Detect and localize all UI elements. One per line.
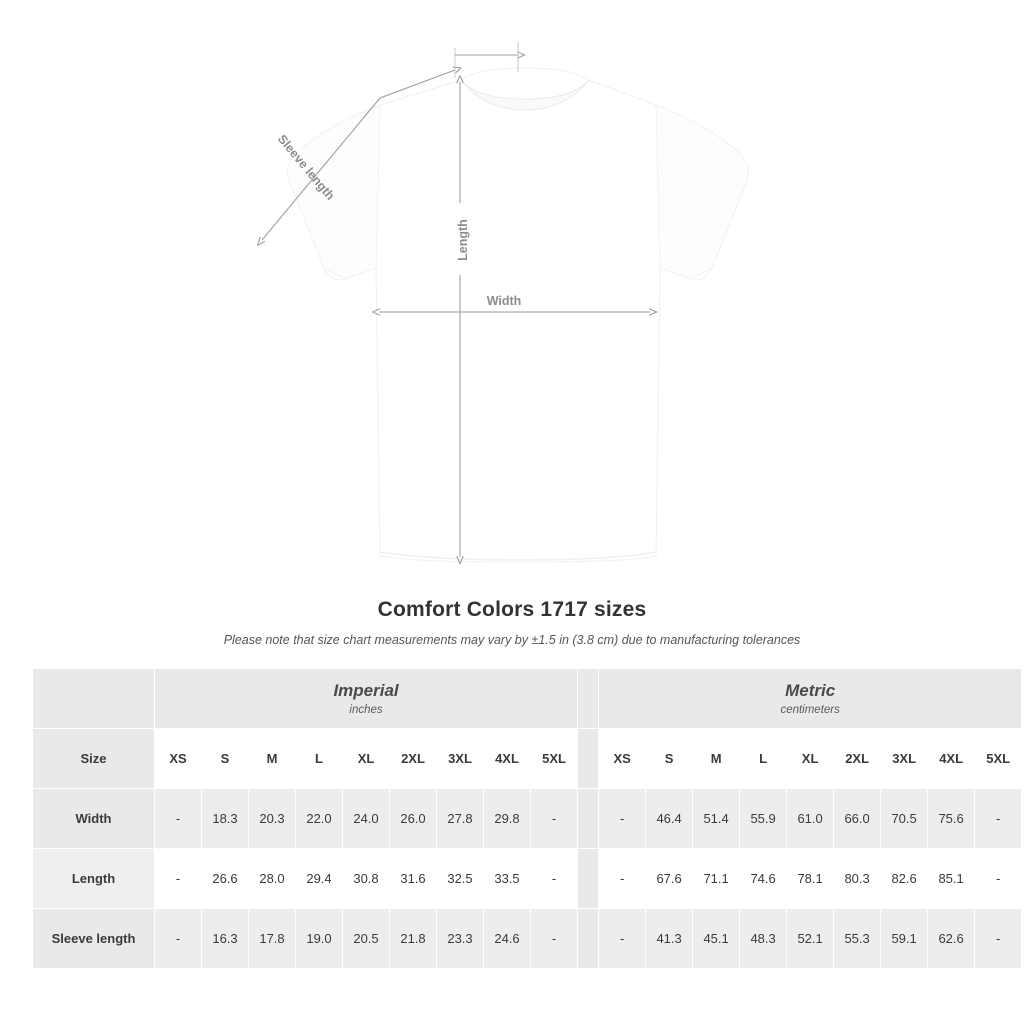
table-row bbox=[33, 849, 1022, 909]
size-header-metric-xl: XL bbox=[787, 729, 834, 789]
cell-imperial-sleeve-length-xl: 20.5 bbox=[343, 909, 390, 969]
cell-imperial-sleeve-length-m: 17.8 bbox=[249, 909, 296, 969]
length-label: Length bbox=[456, 219, 470, 261]
cell-metric-width-2xl: 66.0 bbox=[834, 789, 881, 849]
cell-imperial-sleeve-length-s: 16.3 bbox=[202, 909, 249, 969]
cell-metric-length-2xl: 80.3 bbox=[834, 849, 881, 909]
unit-name: Metric bbox=[785, 680, 836, 700]
size-header-imperial-m: M bbox=[249, 729, 296, 789]
row-header-width: Width bbox=[33, 789, 155, 849]
cell-imperial-length-2xl: 31.6 bbox=[390, 849, 437, 909]
cell-imperial-width-m: 20.3 bbox=[249, 789, 296, 849]
cell-imperial-width-xl: 24.0 bbox=[343, 789, 390, 849]
size-header-imperial-2xl: 2XL bbox=[390, 729, 437, 789]
cell-metric-width-4xl: 75.6 bbox=[928, 789, 975, 849]
cell-imperial-length-3xl: 32.5 bbox=[437, 849, 484, 909]
page-title: Comfort Colors 1717 sizes bbox=[377, 598, 647, 621]
width-label: Width bbox=[486, 294, 522, 308]
cell-imperial-length-5xl: - bbox=[531, 849, 578, 909]
cell-metric-width-xl: 61.0 bbox=[787, 789, 834, 849]
size-header-metric-5xl: 5XL bbox=[975, 729, 1022, 789]
cell-metric-length-5xl: - bbox=[975, 849, 1022, 909]
size-header-metric-2xl: 2XL bbox=[834, 729, 881, 789]
cell-imperial-width-3xl: 27.8 bbox=[437, 789, 484, 849]
cell-metric-length-xs: - bbox=[599, 849, 646, 909]
cell-imperial-length-4xl: 33.5 bbox=[484, 849, 531, 909]
size-label-cell: Size bbox=[33, 729, 155, 789]
cell-imperial-width-xs: - bbox=[155, 789, 202, 849]
cell-imperial-length-m: 28.0 bbox=[249, 849, 296, 909]
cell-imperial-width-2xl: 26.0 bbox=[390, 789, 437, 849]
size-chart-table-wrapper bbox=[32, 668, 1011, 969]
cell-imperial-width-5xl: - bbox=[531, 789, 578, 849]
size-header-imperial-s: S bbox=[202, 729, 249, 789]
size-header-imperial-4xl: 4XL bbox=[484, 729, 531, 789]
size-header-metric-s: S bbox=[646, 729, 693, 789]
cell-imperial-length-s: 26.6 bbox=[202, 849, 249, 909]
row-gap bbox=[578, 789, 599, 849]
cell-metric-width-5xl: - bbox=[975, 789, 1022, 849]
size-header-imperial-l: L bbox=[296, 729, 343, 789]
row-header-length: Length bbox=[33, 849, 155, 909]
cell-metric-sleeve-length-xs: - bbox=[599, 909, 646, 969]
cell-imperial-length-l: 29.4 bbox=[296, 849, 343, 909]
size-chart-table bbox=[32, 668, 1022, 969]
unit-header-metric bbox=[599, 669, 1022, 729]
cell-imperial-sleeve-length-4xl: 24.6 bbox=[484, 909, 531, 969]
row-gap bbox=[578, 909, 599, 969]
cell-metric-length-s: 67.6 bbox=[646, 849, 693, 909]
title-block bbox=[0, 598, 1024, 647]
size-header-metric-xs: XS bbox=[599, 729, 646, 789]
table-size-header-row bbox=[33, 729, 1022, 789]
size-header-imperial-xs: XS bbox=[155, 729, 202, 789]
unit-subtitle: inches bbox=[349, 704, 383, 717]
tshirt-shape bbox=[287, 68, 748, 562]
cell-imperial-width-s: 18.3 bbox=[202, 789, 249, 849]
size-header-imperial-5xl: 5XL bbox=[531, 729, 578, 789]
cell-metric-length-xl: 78.1 bbox=[787, 849, 834, 909]
table-unit-header-row bbox=[33, 669, 1022, 729]
tolerance-note: Please note that size chart measurements may vary by ±1.5 in (3.8 cm) due to manufacturing tolerances bbox=[223, 633, 801, 647]
cell-metric-sleeve-length-2xl: 55.3 bbox=[834, 909, 881, 969]
cell-metric-sleeve-length-m: 45.1 bbox=[693, 909, 740, 969]
cell-metric-sleeve-length-l: 48.3 bbox=[740, 909, 787, 969]
unit-header-gap bbox=[578, 669, 599, 729]
row-header-sleeve-length: Sleeve length bbox=[33, 909, 155, 969]
cell-metric-width-s: 46.4 bbox=[646, 789, 693, 849]
unit-header-imperial bbox=[155, 669, 578, 729]
cell-metric-length-l: 74.6 bbox=[740, 849, 787, 909]
cell-metric-sleeve-length-4xl: 62.6 bbox=[928, 909, 975, 969]
cell-imperial-sleeve-length-xs: - bbox=[155, 909, 202, 969]
cell-imperial-width-4xl: 29.8 bbox=[484, 789, 531, 849]
cell-imperial-sleeve-length-3xl: 23.3 bbox=[437, 909, 484, 969]
cell-imperial-length-xs: - bbox=[155, 849, 202, 909]
cell-imperial-sleeve-length-5xl: - bbox=[531, 909, 578, 969]
size-header-metric-m: M bbox=[693, 729, 740, 789]
cell-metric-length-m: 71.1 bbox=[693, 849, 740, 909]
table-row bbox=[33, 789, 1022, 849]
sleeve-length-label: Sleeve length bbox=[274, 132, 338, 203]
cell-imperial-width-l: 22.0 bbox=[296, 789, 343, 849]
unit-header-spacer bbox=[33, 669, 155, 729]
size-header-gap bbox=[578, 729, 599, 789]
table-row bbox=[33, 909, 1022, 969]
cell-metric-width-l: 55.9 bbox=[740, 789, 787, 849]
size-header-imperial-xl: XL bbox=[343, 729, 390, 789]
size-header-metric-3xl: 3XL bbox=[881, 729, 928, 789]
cell-metric-width-xs: - bbox=[599, 789, 646, 849]
cell-metric-width-3xl: 70.5 bbox=[881, 789, 928, 849]
row-gap bbox=[578, 849, 599, 909]
cell-metric-length-3xl: 82.6 bbox=[881, 849, 928, 909]
cell-imperial-sleeve-length-2xl: 21.8 bbox=[390, 909, 437, 969]
cell-imperial-length-xl: 30.8 bbox=[343, 849, 390, 909]
unit-subtitle: centimeters bbox=[780, 704, 840, 717]
cell-metric-length-4xl: 85.1 bbox=[928, 849, 975, 909]
unit-name: Imperial bbox=[333, 680, 399, 700]
size-header-metric-l: L bbox=[740, 729, 787, 789]
cell-metric-width-m: 51.4 bbox=[693, 789, 740, 849]
cell-metric-sleeve-length-s: 41.3 bbox=[646, 909, 693, 969]
size-header-metric-4xl: 4XL bbox=[928, 729, 975, 789]
cell-metric-sleeve-length-5xl: - bbox=[975, 909, 1022, 969]
cell-metric-sleeve-length-xl: 52.1 bbox=[787, 909, 834, 969]
cell-metric-sleeve-length-3xl: 59.1 bbox=[881, 909, 928, 969]
size-header-imperial-3xl: 3XL bbox=[437, 729, 484, 789]
cell-imperial-sleeve-length-l: 19.0 bbox=[296, 909, 343, 969]
